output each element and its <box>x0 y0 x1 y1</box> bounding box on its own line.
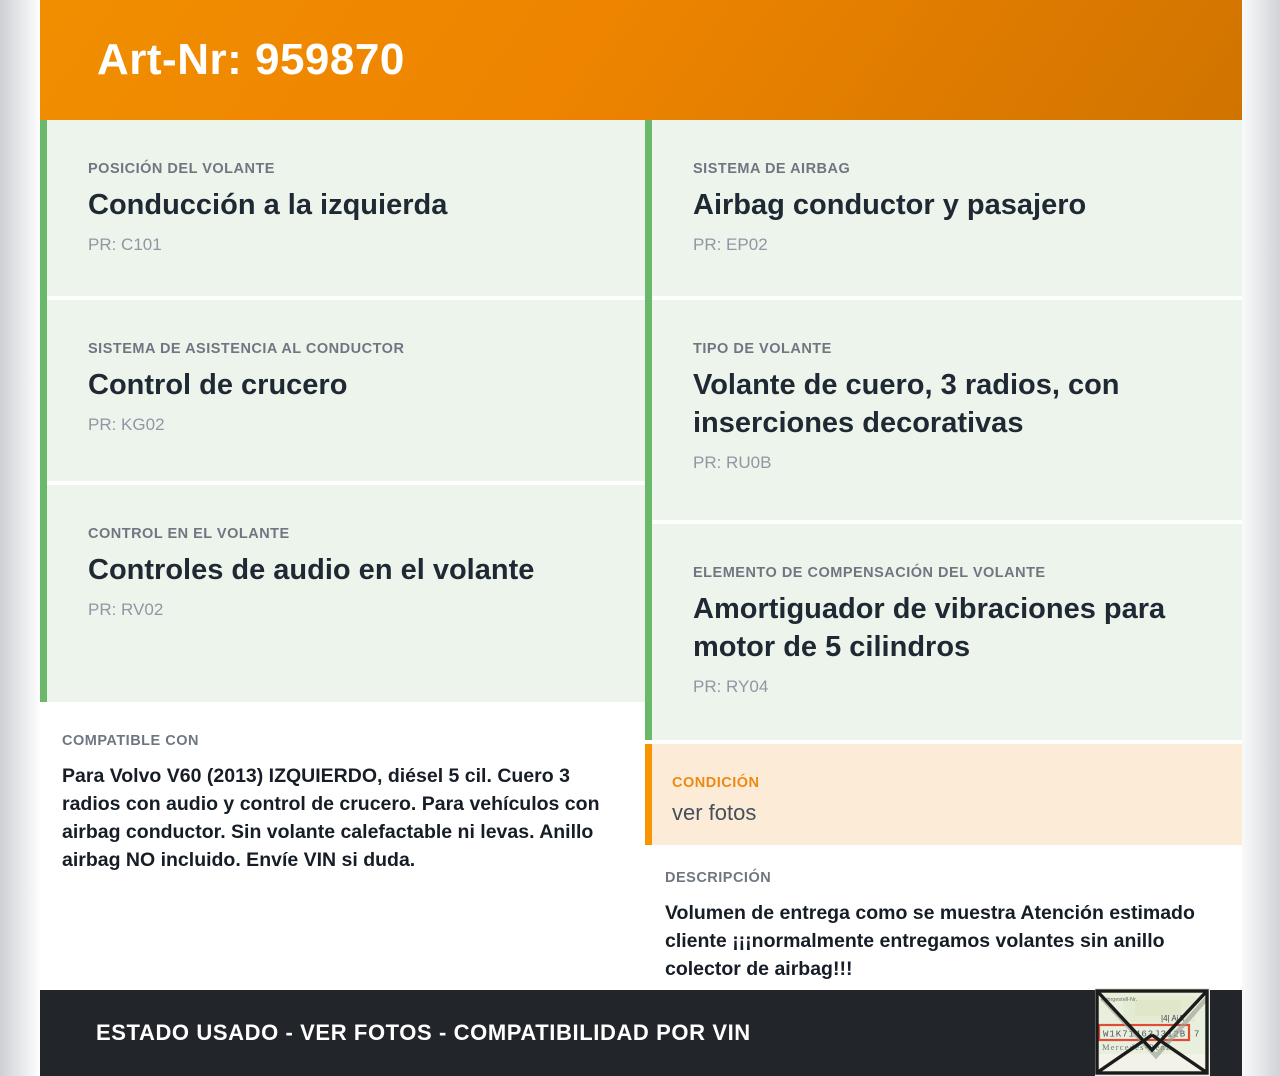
spec-columns <box>40 120 1242 990</box>
pr-code: PR: RU0B <box>693 453 772 472</box>
compatible-label: COMPATIBLE CON <box>62 733 199 749</box>
vin-document-envelope-icon <box>1095 988 1210 1076</box>
stamp-brand-text: Mercedes-Benz <box>1102 1042 1171 1052</box>
stamp-doc-label: Fahrgestell-Nr. <box>1101 997 1138 1003</box>
card-value: Control de crucero <box>88 369 348 401</box>
card-label: TIPO DE VOLANTE <box>693 341 832 357</box>
card-vibration-damper <box>652 524 1242 740</box>
condition-section <box>645 744 1242 845</box>
pr-code: PR: EP02 <box>693 235 768 254</box>
stamp-vin-suffix: 7 <box>1194 1029 1200 1040</box>
card-label: POSICIÓN DEL VOLANTE <box>88 161 275 177</box>
card-airbag-system <box>652 120 1242 296</box>
pr-code: PR: C101 <box>88 235 162 254</box>
pr-code: PR: RY04 <box>693 677 769 696</box>
card-driver-assist <box>47 300 645 481</box>
description-label: DESCRIPCIÓN <box>665 870 772 886</box>
card-steering-wheel-type <box>652 300 1242 520</box>
header <box>40 0 1242 120</box>
left-green-cards <box>40 120 645 702</box>
condition-value: ver fotos <box>672 800 757 825</box>
card-steering-controls <box>47 485 645 702</box>
article-number-title: Art-Nr: 959870 <box>97 35 405 84</box>
card-value: Airbag conductor y pasajero <box>693 189 1087 221</box>
compatible-text: Para Volvo V60 (2013) IZQUIERDO, diésel 5 cil. Cuero 3 radios con audio y control de crucero. Para vehículos con airbag conductor. Sin volante calefactable ni levas. Anillo airbag NO incluido. Envíe VIN si duda. <box>62 765 600 871</box>
footer-text: ESTADO USADO - VER FOTOS - COMPATIBILIDAD POR VIN <box>96 1020 751 1045</box>
left-column <box>40 120 645 990</box>
stamp-vin-text: W1K71463J312B <box>1103 1029 1187 1040</box>
card-label: SISTEMA DE ASISTENCIA AL CONDUCTOR <box>88 341 405 357</box>
pr-code: PR: RV02 <box>88 600 164 619</box>
compatible-section <box>40 706 645 990</box>
card-label: CONTROL EN EL VOLANTE <box>88 526 290 542</box>
pr-code: PR: KG02 <box>88 415 165 434</box>
right-green-cards <box>645 120 1242 740</box>
card-value: Volante de cuero, 3 radios, con inserciones decorativas <box>693 369 1120 439</box>
card-value: Amortiguador de vibraciones para motor de 5 cilindros <box>693 593 1166 663</box>
card-label: SISTEMA DE AIRBAG <box>693 161 851 177</box>
stamp-doc-field: |4| AiA <box>1161 1014 1184 1023</box>
card-value: Conducción a la izquierda <box>88 189 448 221</box>
card-steering-position <box>47 120 645 296</box>
product-card <box>40 0 1242 1076</box>
condition-label: CONDICIÓN <box>672 775 760 791</box>
card-label: ELEMENTO DE COMPENSACIÓN DEL VOLANTE <box>693 565 1046 581</box>
footer-banner <box>40 990 1242 1076</box>
card-value: Controles de audio en el volante <box>88 554 535 586</box>
description-section <box>645 849 1242 990</box>
right-column <box>645 120 1242 990</box>
description-text: Volumen de entrega como se muestra Atención estimado cliente ¡¡¡normalmente entregamos volantes sin anillo colector de airbag!!! <box>665 902 1195 980</box>
